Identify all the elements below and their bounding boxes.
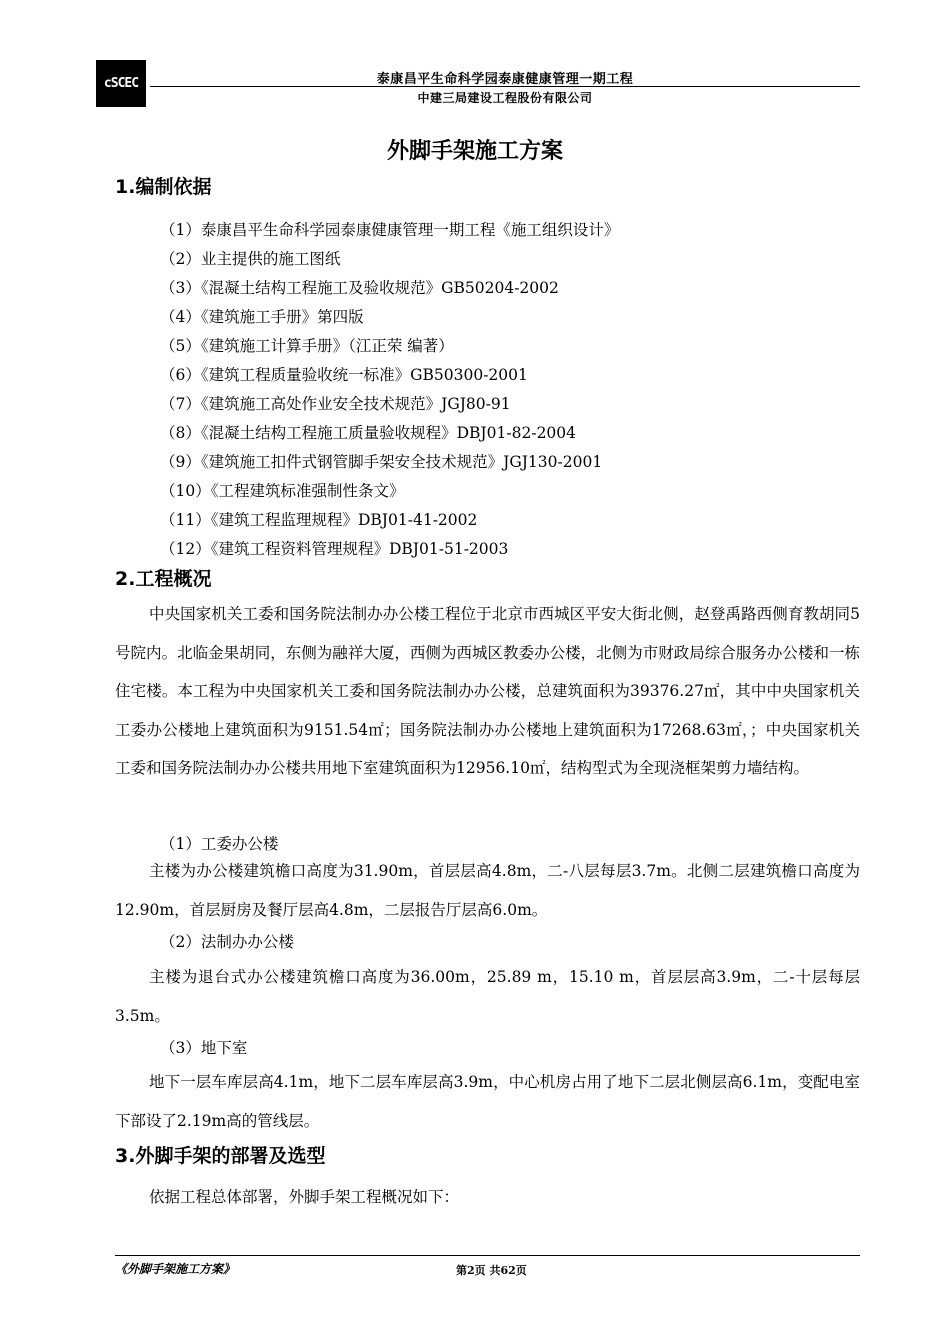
reference-item: （2）业主提供的施工图纸 [160,250,341,268]
sub-heading-fazhiban: （2）法制办办公楼 [160,933,294,951]
section-2-intro: 中央国家机关工委和国务院法制办办公楼工程位于北京市西城区平安大街北侧，赵登禹路西侧育教胡同5号院内。北临金果胡同，东侧为融祥大厦，西侧为西城区教委办公楼，北侧为市财政局综合服务办公楼和一栋住宅楼。本工程为中央国家机关工委和国务院法制办办公楼，总建筑面积为39376.27㎡，其中中央国家机关工委办公楼地上建筑面积为9151.54㎡；国务院法制办办公楼地上建筑面积为17268.63㎡，；中央国家机关工委和国务院法制办办公楼共用地下室建筑面积为12956.10㎡，结构型式为全现浇框架剪力墙结构。 [115,605,860,777]
sub-heading-basement: （3）地下室 [160,1039,248,1057]
footer-divider [115,1255,860,1256]
reference-item: （10）《工程建筑标准强制性条文》 [160,482,405,500]
reference-item: （11）《建筑工程监理规程》DBJ01-41-2002 [160,511,478,529]
reference-item: （6）《建筑工程质量验收统一标准》GB50300-2001 [160,366,528,384]
reference-item: （1）泰康昌平生命科学园泰康健康管理一期工程《施工组织设计》 [160,221,620,239]
reference-item: （12）《建筑工程资料管理规程》DBJ01-51-2003 [160,540,509,558]
reference-item: （3）《混凝土结构工程施工及验收规范》GB50204-2002 [160,279,559,297]
header-company-name: 中建三局建设工程股份有限公司 [417,91,593,105]
reference-list [160,219,619,567]
section-1-heading: 1.编制依据 [115,176,212,198]
logo-text: cSCEC [103,76,139,91]
reference-item: （4）《建筑施工手册》第四版 [160,308,364,326]
footer-document-name: 《外脚手架施工方案》 [115,1262,236,1276]
fazhiban-description: 主楼为退台式办公楼建筑檐口高度为36.00m，25.89 m，15.10 m，首层层高3.9m，二-十层每层3.5m。 [115,968,860,1025]
section-3-intro: 依据工程总体部署，外脚手架工程概况如下： [149,1188,460,1206]
header-project-name: 泰康昌平生命科学园泰康健康管理一期工程 [376,72,634,87]
reference-item: （7）《建筑施工高处作业安全技术规范》JGJ80-91 [160,395,511,413]
company-logo [96,60,146,107]
basement-description: 地下一层车库层高4.1m，地下二层车库层高3.9m，中心机房占用了地下二层北侧层高6.1m，变配电室下部设了2.19m高的管线层。 [115,1073,860,1130]
section-3-heading: 3.外脚手架的部署及选型 [115,1145,326,1167]
reference-item: （9）《建筑施工扣件式钢管脚手架安全技术规范》JGJ130-2001 [160,453,603,471]
footer-page-number: 第2页 共62页 [456,1264,527,1277]
sub-heading-gongwei: （1）工委办公楼 [160,835,279,853]
document-title: 外脚手架施工方案 [386,139,563,164]
header-divider [150,86,860,87]
gongwei-description: 主楼为办公楼建筑檐口高度为31.90m，首层层高4.8m，二-八层每层3.7m。北侧二层建筑檐口高度为12.90m，首层厨房及餐厅层高4.8m，二层报告厅层高6.0m。 [115,862,860,919]
section-2-heading: 2.工程概况 [115,568,212,590]
reference-item: （5）《建筑施工计算手册》（江正荣 编著） [160,337,454,355]
reference-item: （8）《混凝土结构工程施工质量验收规程》DBJ01-82-2004 [160,424,577,442]
